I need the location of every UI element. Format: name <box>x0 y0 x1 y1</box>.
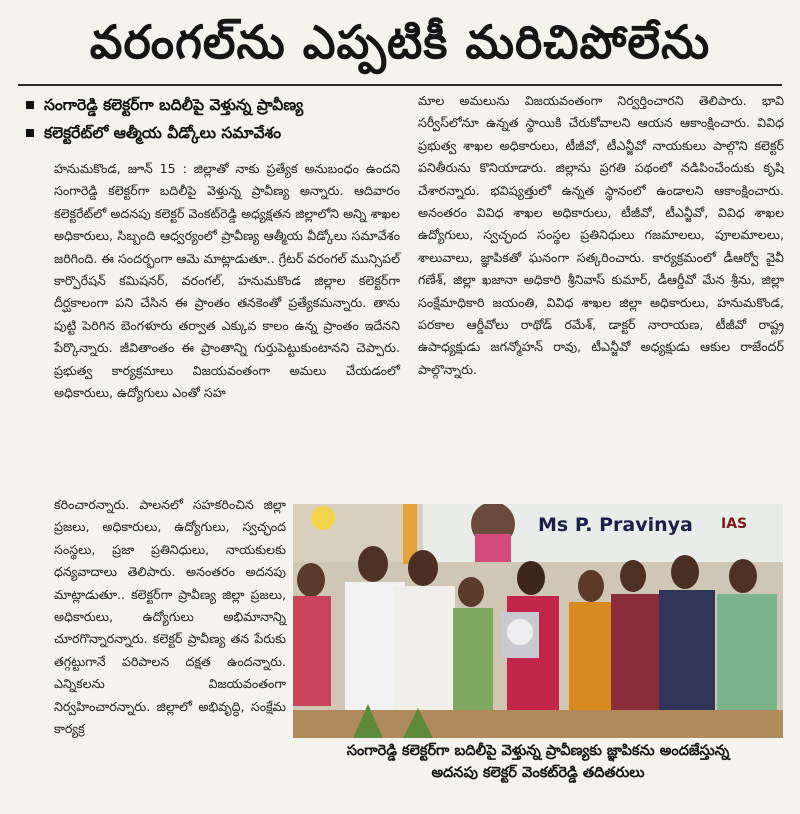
banner-name-text: Ms P. Pravinya <box>538 514 693 536</box>
body-paragraph: హనుమకొండ, జూన్ 15 : జిల్లాతో నాకు ప్రత్యేక అనుబంధం ఉందని సంగారెడ్డి కలెక్టర్‌గా బదిలీపై వెళ్తున్న ప్రావీణ్య అన్నారు. ఆదివారం కలెక్టరేట్‌లో అదనపు కలెక్టర్ వెంకట్‌రెడ్డి అధ్యక్షతన జిల్లాలోని అన్ని శాఖల అధికారులు, సిబ్బంది ఆధ్వర్యంలో ప్రావీణ్య ఆత్మీయ వీడ్కోలు సమావేశం జరిగింది. ఈ సందర్భంగా ఆమె మాట్లాడుతూ.. గ్రేటర్ వరంగల్ మున్సిపల్ కార్పొరేషన్ కమిషనర్, వరంగల్, హనుమకొండ జిల్లాల కలెక్టర్‌గా దీర్ఘకాలంగా పని చేసిన ఈ ప్రాంతం తనకెంతో ప్రత్యేకమన్నారు. తాను పుట్టి పెరిగిన బెంగళూరు తర్వాత ఎక్కువ కాలం ఉన్న ప్రాంతం ఇదేనని పేర్కొన్నారు. జీవితాంతం ఈ ప్రాంతాన్ని గుర్తుపెట్టుకుంటానని చెప్పారు. ప్రభుత్వ కార్యక్రమాలు విజయవంతంగా అమలు చేయడంలో అధికారులు, ఉద్యోగులు ఎంతో సహ <box>54 161 400 401</box>
news-photo <box>293 504 783 738</box>
article-body-column-1 <box>54 158 400 404</box>
headline: వరంగల్‌ను ఎప్పటికీ మరిచిపోలేను <box>89 15 711 69</box>
square-bullet-icon <box>26 101 34 109</box>
banner-suffix-text: IAS <box>721 516 748 532</box>
article-body-column-1-wrap <box>54 494 286 740</box>
caption-line-2: అదనపు కలెక్టర్ వెంకట్‌రెడ్డి తదితరులు <box>431 765 645 781</box>
photo-illustration <box>293 504 783 738</box>
article-body-column-2 <box>418 90 784 381</box>
bullet-text: కలెక్టరేట్‌లో ఆత్మీయ వీడ్కోలు సమావేశం <box>44 124 282 142</box>
photo-caption <box>293 740 783 784</box>
square-bullet-icon <box>26 129 34 137</box>
headline-divider <box>18 84 782 86</box>
bullet-point-1 <box>24 92 404 120</box>
bullet-point-2 <box>24 120 404 148</box>
bullet-text: సంగారెడ్డి కలెక్టర్‌గా బదిలీపై వెళ్తున్న ప్రావీణ్య <box>44 96 304 114</box>
body-paragraph: కరించారన్నారు. పాలనలో సహకరించిన జిల్లా ప్రజలు, అధికారులు, ఉద్యోగులు, స్వచ్ఛంద సంస్థలు, ప్రజా ప్రతినిధులు, నాయకులకు ధన్యవాదాలు తెలిపారు. అనంతరం అదనపు మాట్లాడుతూ.. కలెక్టర్‌గా ప్రావీణ్య జిల్లా ప్రజలు, అధికారులు, ఉద్యోగులు అభిమానాన్ని చూరగొన్నారన్నారు. కలెక్టర్ ప్రావీణ్య తన పేరుకు తగ్గట్టుగానే పరిపాలన దక్షత ఉందన్నారు. ఎన్నికలను విజయవంతంగా నిర్వహించారన్నారు. జిల్లాలో అభివృద్ధి, సంక్షేమ కార్యక్ర <box>54 497 286 737</box>
body-paragraph: మాల అమలును విజయవంతంగా నిర్వర్తించారని తెలిపారు. భావి సర్వీస్‌లోనూ ఉన్నత స్థాయికి చేరుకోవాలని ఆయన ఆకాంక్షించారు. వివిధ ప్రభుత్వ శాఖల అధికారులు, టీజీవో, టీఎన్జీవో నాయకులు పాల్గొని కలెక్టర్ పనితీరును కొనియాడారు. జిల్లాను ప్రగతి పథంలో నడిపించేందుకు కృషి చేశారన్నారు. భవిష్యత్తులో ఉన్నత స్థానంలో ఉండాలని ఆకాంక్షించారు. అనంతరం వివిధ శాఖల అధికారులు, టీజీవో, టీఎన్జీవో, వివిధ శాఖల ఉద్యోగులు, స్వచ్ఛంద సంస్థల ప్రతినిధులు గజమాలలు, పూలమాలలు, శాలువాలు, జ్ఞాపికతో ఘనంగా సత్కరించారు. కార్యక్రమంలో డీఆర్వో వైవీ గణేశ్, జిల్లా ఖజానా అధికారి శ్రీనివాస్ కుమార్, డీఆర్డీవో మేన శ్రీను, జిల్లా సంక్షేమాధికారి జయంతి, వివిధ శాఖల జిల్లా అధికారులు, హనుమకొండ, పరకాల ఆర్డీవోలు రాథోడ్ రమేశ్, డాక్టర్ నారాయణ, టీజీవో రాష్ట్ర ఉపాధ్యక్షుడు జగన్మోహన్ రావు, టీఎన్జీవో అధ్యక్షుడు ఆకుల రాజేందర్ పాల్గొన్నారు. <box>418 93 784 377</box>
subheading-bullets <box>24 92 404 148</box>
caption-line-1: సంగారెడ్డి కలెక్టర్‌గా బదిలీపై వెళ్తున్న ప్రావీణ్యకు జ్ఞాపికను అందజేస్తున్న <box>346 743 730 759</box>
